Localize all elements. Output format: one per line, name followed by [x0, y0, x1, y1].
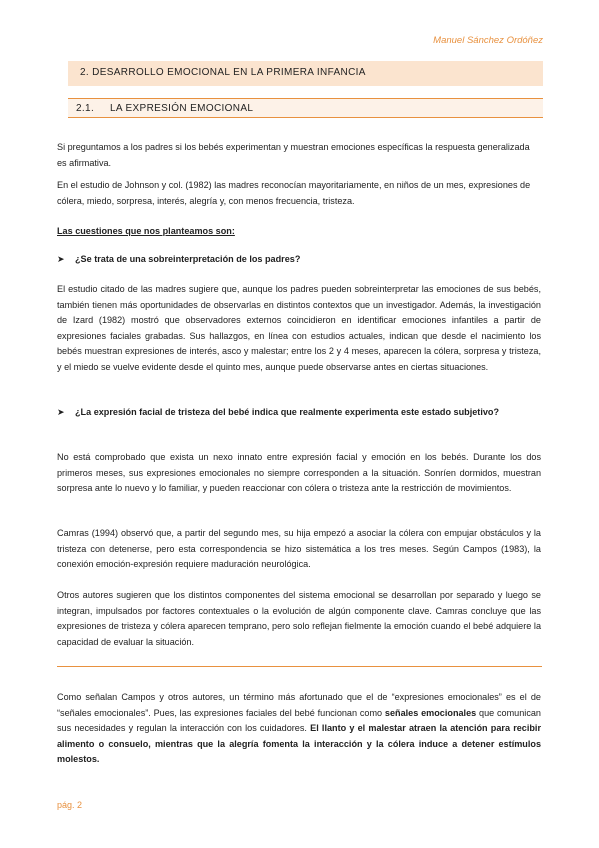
paragraph-6: Otros autores sugieren que los distintos componentes del sistema emocional se desarrollan por separado y luego se integran, impulsados por factores contextuales o la evolución de algún componente clave. Camras concluye que las expresiones de tristeza y cólera aparecen temprano, pero solo reflejan fielmente la emoción cuando el bebé adquiere la capacidad de evaluar la situación. [57, 590, 541, 647]
paragraph-5: Camras (1994) observó que, a partir del segundo mes, su hija empezó a asociar la cólera con empujar obstáculos y la tristeza con detenerse, pero esta correspondencia se hizo sistemática a los tres meses. Según Campos (1983), la conexión emoción-expresión requiere maduración neurológica. [57, 528, 541, 570]
questions-heading: Las cuestiones que nos planteamos son: [57, 226, 235, 236]
paragraph-7-middle: que comunican sus necesidades y regulan la interacción con los cuidadores. [57, 707, 541, 734]
arrow-bullet-icon: ➤ [57, 254, 65, 264]
subsection-heading [68, 98, 543, 118]
paragraph-7-intro: Como señalan Campos y otros autores, un término más afortunado que el de “expresiones emocionales” es el de “señales emocionales”. Pues, las expresiones faciales del bebé funcionan como [57, 692, 541, 718]
paragraph-2: En el estudio de Johnson y col. (1982) las madres reconocían mayoritariamente, en niños de un mes, expresiones de cólera, miedo, sorpresa, interés, alegría y, con menos frecuencia, tristeza. [57, 180, 531, 206]
arrow-bullet-icon: ➤ [57, 407, 65, 417]
paragraph-7 [57, 690, 541, 768]
paragraph-3: El estudio citado de las madres sugiere que, aunque los padres pueden sobreinterpretar las emociones de sus bebés, también tienen más oportunidades de observarlas en distintos contextos que un investigador. Además, la investigación de Izard (1982) mostró que observadores externos coincidieron en identificar emociones infantiles a partir de expresiones faciales grabadas. Sus hallazgos, en línea con estudios actuales, indican que desde el nacimiento los bebés muestran expresiones de interés, asco y malestar; entre los 2 y 4 meses, aparecen la cólera, sorpresa y tristeza, y el miedo se vuelve evidente desde el quinto mes, aunque puede observarse antes en ciertas situaciones. [57, 284, 541, 372]
question-2-text: ¿La expresión facial de tristeza del bebé indica que realmente experimenta este estado subjetivo? [75, 407, 500, 417]
divider-line [57, 666, 542, 667]
question-1-text: ¿Se trata de una sobreinterpretación de los padres? [75, 254, 301, 264]
question-2 [57, 405, 541, 421]
paragraph-7-emphasis: señales emocionales [384, 707, 477, 718]
paragraph-1: Si preguntamos a los padres si los bebés experimentan y muestran emociones específicas la respuesta generalizada es afirmativa. [57, 142, 530, 168]
subsection-number: 2.1. [76, 103, 95, 114]
page-number: pág. 2 [57, 800, 83, 810]
header-author: Manuel Sánchez Ordóñez [433, 35, 543, 46]
paragraph-7-conclusion: El llanto y el malestar atraen la atención para recibir alimento o consuelo, mientras que la alegría fomenta la interacción y la cólera induce a detener estímulos molestos. [57, 723, 541, 765]
paragraph-4: No está comprobado que exista un nexo innato entre expresión facial y emoción en los bebés. Durante los dos primeros meses, sus expresiones emocionales no siempre corresponden a la situación. Sonríen dormidos, muestran sorpresa ante lo nuevo y lo familiar, y pueden reaccionar con cólera o tristeza ante la restricción de movimientos. [57, 452, 541, 494]
question-1 [57, 252, 541, 268]
section-heading: 2. DESARROLLO EMOCIONAL EN LA PRIMERA INFANCIA [68, 61, 543, 86]
subsection-title: LA EXPRESIÓN EMOCIONAL [110, 103, 254, 114]
